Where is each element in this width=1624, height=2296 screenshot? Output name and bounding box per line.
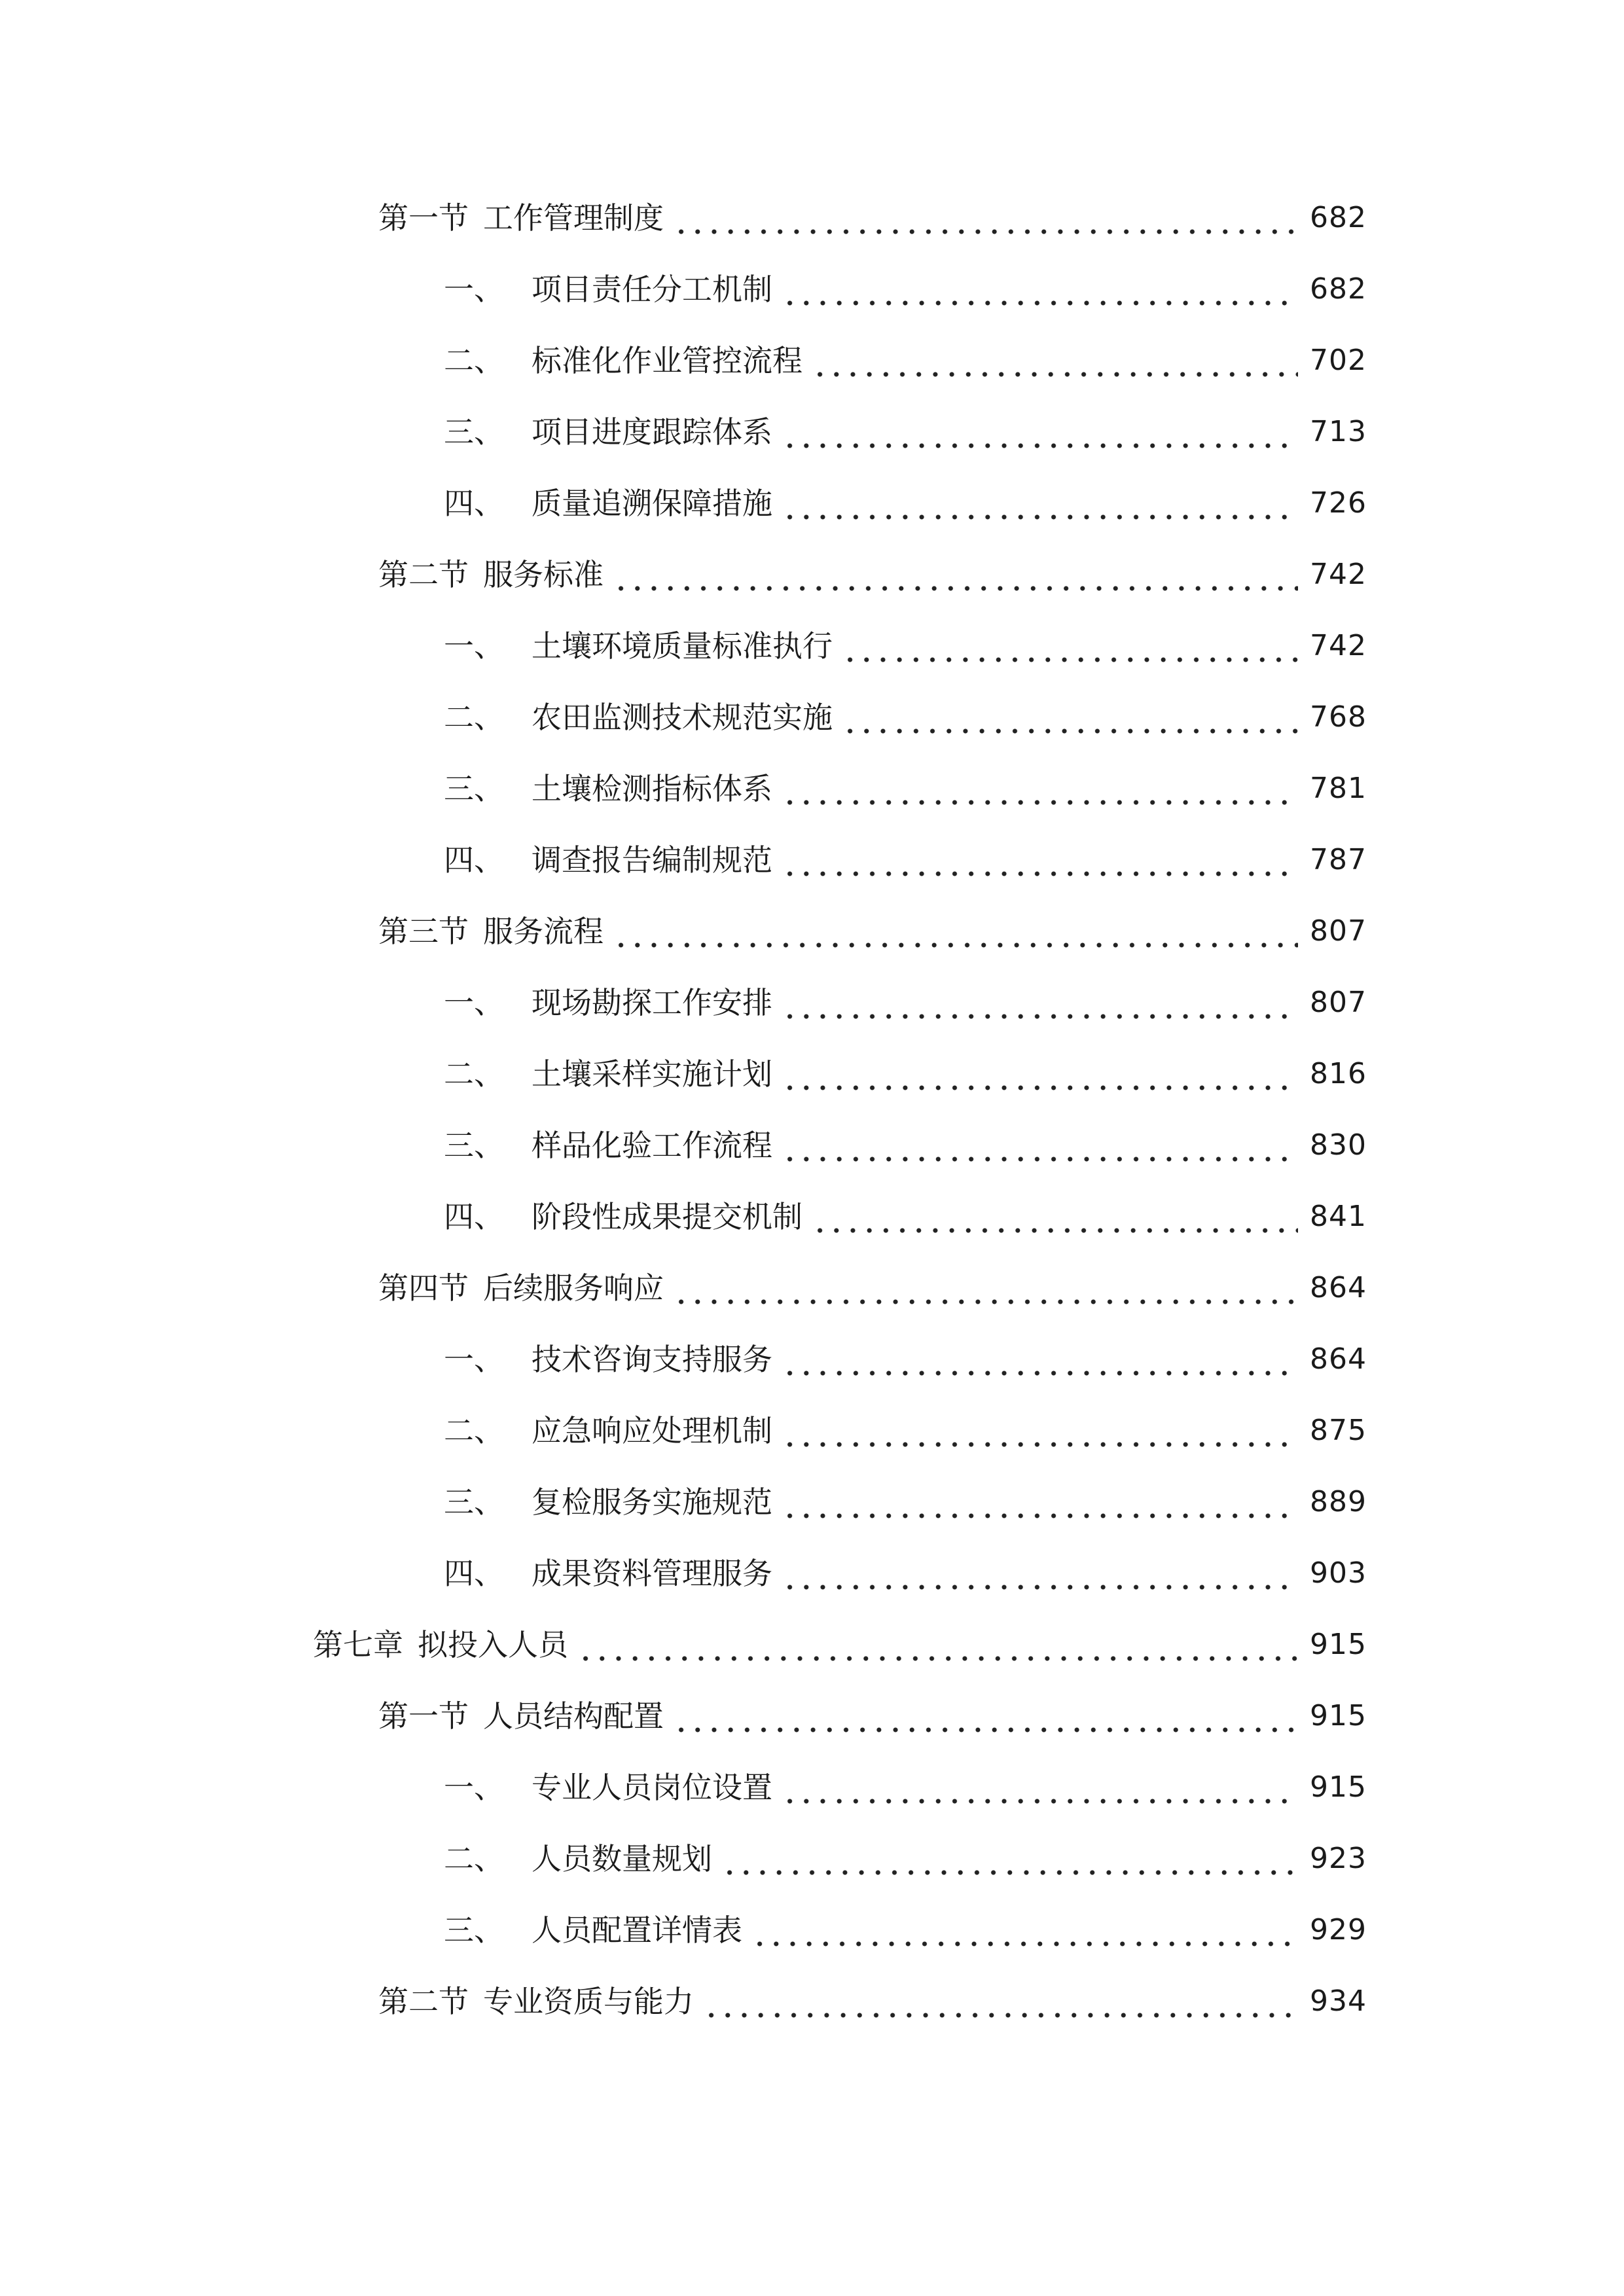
dot-leader <box>673 1276 1298 1306</box>
toc-entry-item[interactable] <box>444 980 1367 1026</box>
toc-entry-item[interactable] <box>444 1479 1367 1525</box>
toc-entry-section[interactable] <box>378 552 1367 598</box>
toc-entry-number: 四、 <box>444 842 504 878</box>
toc-entry-number: 二、 <box>444 343 504 378</box>
dot-leader <box>613 919 1298 949</box>
toc-entry-title: 土壤采样实施计划 <box>532 1056 772 1092</box>
toc-entry-item[interactable] <box>444 409 1367 455</box>
toc-entry-title: 专业人员岗位设置 <box>532 1770 772 1805</box>
dot-leader <box>782 491 1298 521</box>
dot-leader <box>812 348 1298 378</box>
dot-leader <box>782 776 1298 806</box>
toc-entry-number: 第一节 <box>378 200 469 236</box>
dot-leader <box>782 277 1298 307</box>
toc-entry-section[interactable] <box>378 195 1367 241</box>
toc-entry-title: 人员配置详情表 <box>532 1912 742 1948</box>
toc-entry-title: 标准化作业管控流程 <box>532 343 803 378</box>
dot-leader <box>812 1204 1298 1234</box>
toc-entry-section[interactable] <box>378 1979 1367 2024</box>
toc-entry-number: 四、 <box>444 1199 504 1234</box>
toc-entry-item[interactable] <box>444 1051 1367 1097</box>
toc-entry-item[interactable] <box>444 623 1367 669</box>
toc-entry-title: 后续服务响应 <box>483 1270 664 1306</box>
toc-entry-page: 768 <box>1310 700 1367 734</box>
toc-entry-number: 第二节 <box>378 557 469 592</box>
toc-entry-item[interactable] <box>444 1408 1367 1454</box>
dot-leader <box>842 634 1298 664</box>
toc-entry-number: 一、 <box>444 1770 504 1805</box>
toc-entry-number: 三、 <box>444 771 504 806</box>
toc-entry-page: 875 <box>1310 1414 1367 1447</box>
toc-entry-number: 三、 <box>444 1128 504 1163</box>
toc-entry-item[interactable] <box>444 338 1367 384</box>
toc-entry-number: 四、 <box>444 1556 504 1591</box>
toc-entry-number: 第一节 <box>378 1698 469 1734</box>
toc-entry-page: 781 <box>1310 772 1367 805</box>
dot-leader <box>782 420 1298 450</box>
toc-entry-title: 项目责任分工机制 <box>532 272 772 307</box>
toc-entry-title: 人员结构配置 <box>483 1698 664 1734</box>
toc-entry-item[interactable] <box>444 480 1367 526</box>
toc-entry-page: 915 <box>1310 1628 1367 1661</box>
toc-entry-section[interactable] <box>378 1265 1367 1311</box>
dot-leader <box>673 1704 1298 1734</box>
dot-leader <box>842 705 1298 735</box>
toc-entry-page: 807 <box>1310 914 1367 948</box>
toc-entry-number: 一、 <box>444 985 504 1020</box>
toc-entry-page: 726 <box>1310 486 1367 520</box>
toc-entry-number: 三、 <box>444 414 504 450</box>
dot-leader <box>782 1561 1298 1591</box>
toc-entry-item[interactable] <box>444 1194 1367 1240</box>
toc-entry-number: 三、 <box>444 1912 504 1948</box>
toc-entry-title: 人员数量规划 <box>532 1841 712 1876</box>
dot-leader <box>577 1632 1298 1662</box>
toc-entry-item[interactable] <box>444 1907 1367 1953</box>
toc-entry-item[interactable] <box>444 837 1367 883</box>
toc-entry-title: 项目进度跟踪体系 <box>532 414 772 450</box>
toc-entry-item[interactable] <box>444 1765 1367 1810</box>
toc-entry-page: 915 <box>1310 1699 1367 1732</box>
toc-entry-title: 技术咨询支持服务 <box>532 1342 772 1377</box>
toc-entry-page: 816 <box>1310 1057 1367 1090</box>
toc-entry-item[interactable] <box>444 1122 1367 1168</box>
toc-entry-title: 成果资料管理服务 <box>532 1556 772 1591</box>
toc-entry-page: 830 <box>1310 1128 1367 1162</box>
toc-entry-page: 742 <box>1310 629 1367 662</box>
dot-leader <box>782 1062 1298 1092</box>
toc-entry-number: 三、 <box>444 1484 504 1520</box>
toc-entry-title: 复检服务实施规范 <box>532 1484 772 1520</box>
toc-entry-title: 专业资质与能力 <box>483 1984 694 2019</box>
toc-entry-page: 923 <box>1310 1842 1367 1875</box>
toc-entry-page: 807 <box>1310 986 1367 1019</box>
toc-entry-page: 742 <box>1310 558 1367 591</box>
toc-entry-number: 一、 <box>444 628 504 664</box>
toc-entry-number: 二、 <box>444 1841 504 1876</box>
toc-entry-title: 服务标准 <box>483 557 604 592</box>
toc-entry-title: 调查报告编制规范 <box>532 842 772 878</box>
dot-leader <box>613 562 1298 592</box>
toc-entry-page: 929 <box>1310 1913 1367 1946</box>
toc-entry-chapter[interactable] <box>313 1622 1367 1668</box>
toc-entry-number: 第二节 <box>378 1984 469 2019</box>
toc-entry-item[interactable] <box>444 266 1367 312</box>
toc-entry-title: 应急响应处理机制 <box>532 1413 772 1448</box>
toc-entry-number: 二、 <box>444 700 504 735</box>
dot-leader <box>782 1418 1298 1448</box>
toc-entry-page: 864 <box>1310 1271 1367 1304</box>
toc-entry-title: 服务流程 <box>483 914 604 949</box>
toc-entry-number: 第七章 <box>313 1627 403 1662</box>
toc-entry-page: 889 <box>1310 1485 1367 1518</box>
toc-entry-number: 二、 <box>444 1413 504 1448</box>
dot-leader <box>673 206 1298 236</box>
dot-leader <box>782 848 1298 878</box>
dot-leader <box>782 1490 1298 1520</box>
toc-entry-title: 农田监测技术规范实施 <box>532 700 833 735</box>
toc-entry-page: 841 <box>1310 1200 1367 1233</box>
toc-entry-number: 一、 <box>444 272 504 307</box>
dot-leader <box>703 1989 1298 2019</box>
toc-entry-item[interactable] <box>444 694 1367 740</box>
toc-entry-page: 682 <box>1310 201 1367 234</box>
toc-entry-number: 第三节 <box>378 914 469 949</box>
toc-entry-section[interactable] <box>378 1693 1367 1739</box>
toc-entry-title: 工作管理制度 <box>483 200 664 236</box>
toc-entry-title: 质量追溯保障措施 <box>532 486 772 521</box>
toc-entry-page: 702 <box>1310 344 1367 377</box>
toc-entry-number: 一、 <box>444 1342 504 1377</box>
toc-entry-page: 713 <box>1310 415 1367 448</box>
dot-leader <box>721 1846 1298 1876</box>
toc-entry-item[interactable] <box>444 766 1367 812</box>
toc-entry-title: 现场勘探工作安排 <box>532 985 772 1020</box>
toc-entry-title: 阶段性成果提交机制 <box>532 1199 803 1234</box>
toc-entry-section[interactable] <box>378 908 1367 954</box>
toc-entry-number: 二、 <box>444 1056 504 1092</box>
toc-entry-title: 拟投入人员 <box>418 1627 568 1662</box>
toc-entry-title: 土壤环境质量标准执行 <box>532 628 833 664</box>
toc-entry-page: 903 <box>1310 1556 1367 1590</box>
toc-entry-page: 864 <box>1310 1342 1367 1376</box>
toc-entry-item[interactable] <box>444 1551 1367 1596</box>
toc-entry-page: 787 <box>1310 843 1367 876</box>
dot-leader <box>782 990 1298 1020</box>
toc-entry-page: 934 <box>1310 1984 1367 2018</box>
toc-entry-title: 土壤检测指标体系 <box>532 771 772 806</box>
dot-leader <box>782 1133 1298 1163</box>
toc-entry-number: 第四节 <box>378 1270 469 1306</box>
dot-leader <box>782 1347 1298 1377</box>
toc-entry-page: 915 <box>1310 1770 1367 1804</box>
toc-entry-item[interactable] <box>444 1836 1367 1882</box>
toc-entry-page: 682 <box>1310 272 1367 306</box>
toc-entry-title: 样品化验工作流程 <box>532 1128 772 1163</box>
dot-leader <box>782 1775 1298 1805</box>
toc-entry-number: 四、 <box>444 486 504 521</box>
dot-leader <box>751 1918 1298 1948</box>
toc-entry-item[interactable] <box>444 1336 1367 1382</box>
